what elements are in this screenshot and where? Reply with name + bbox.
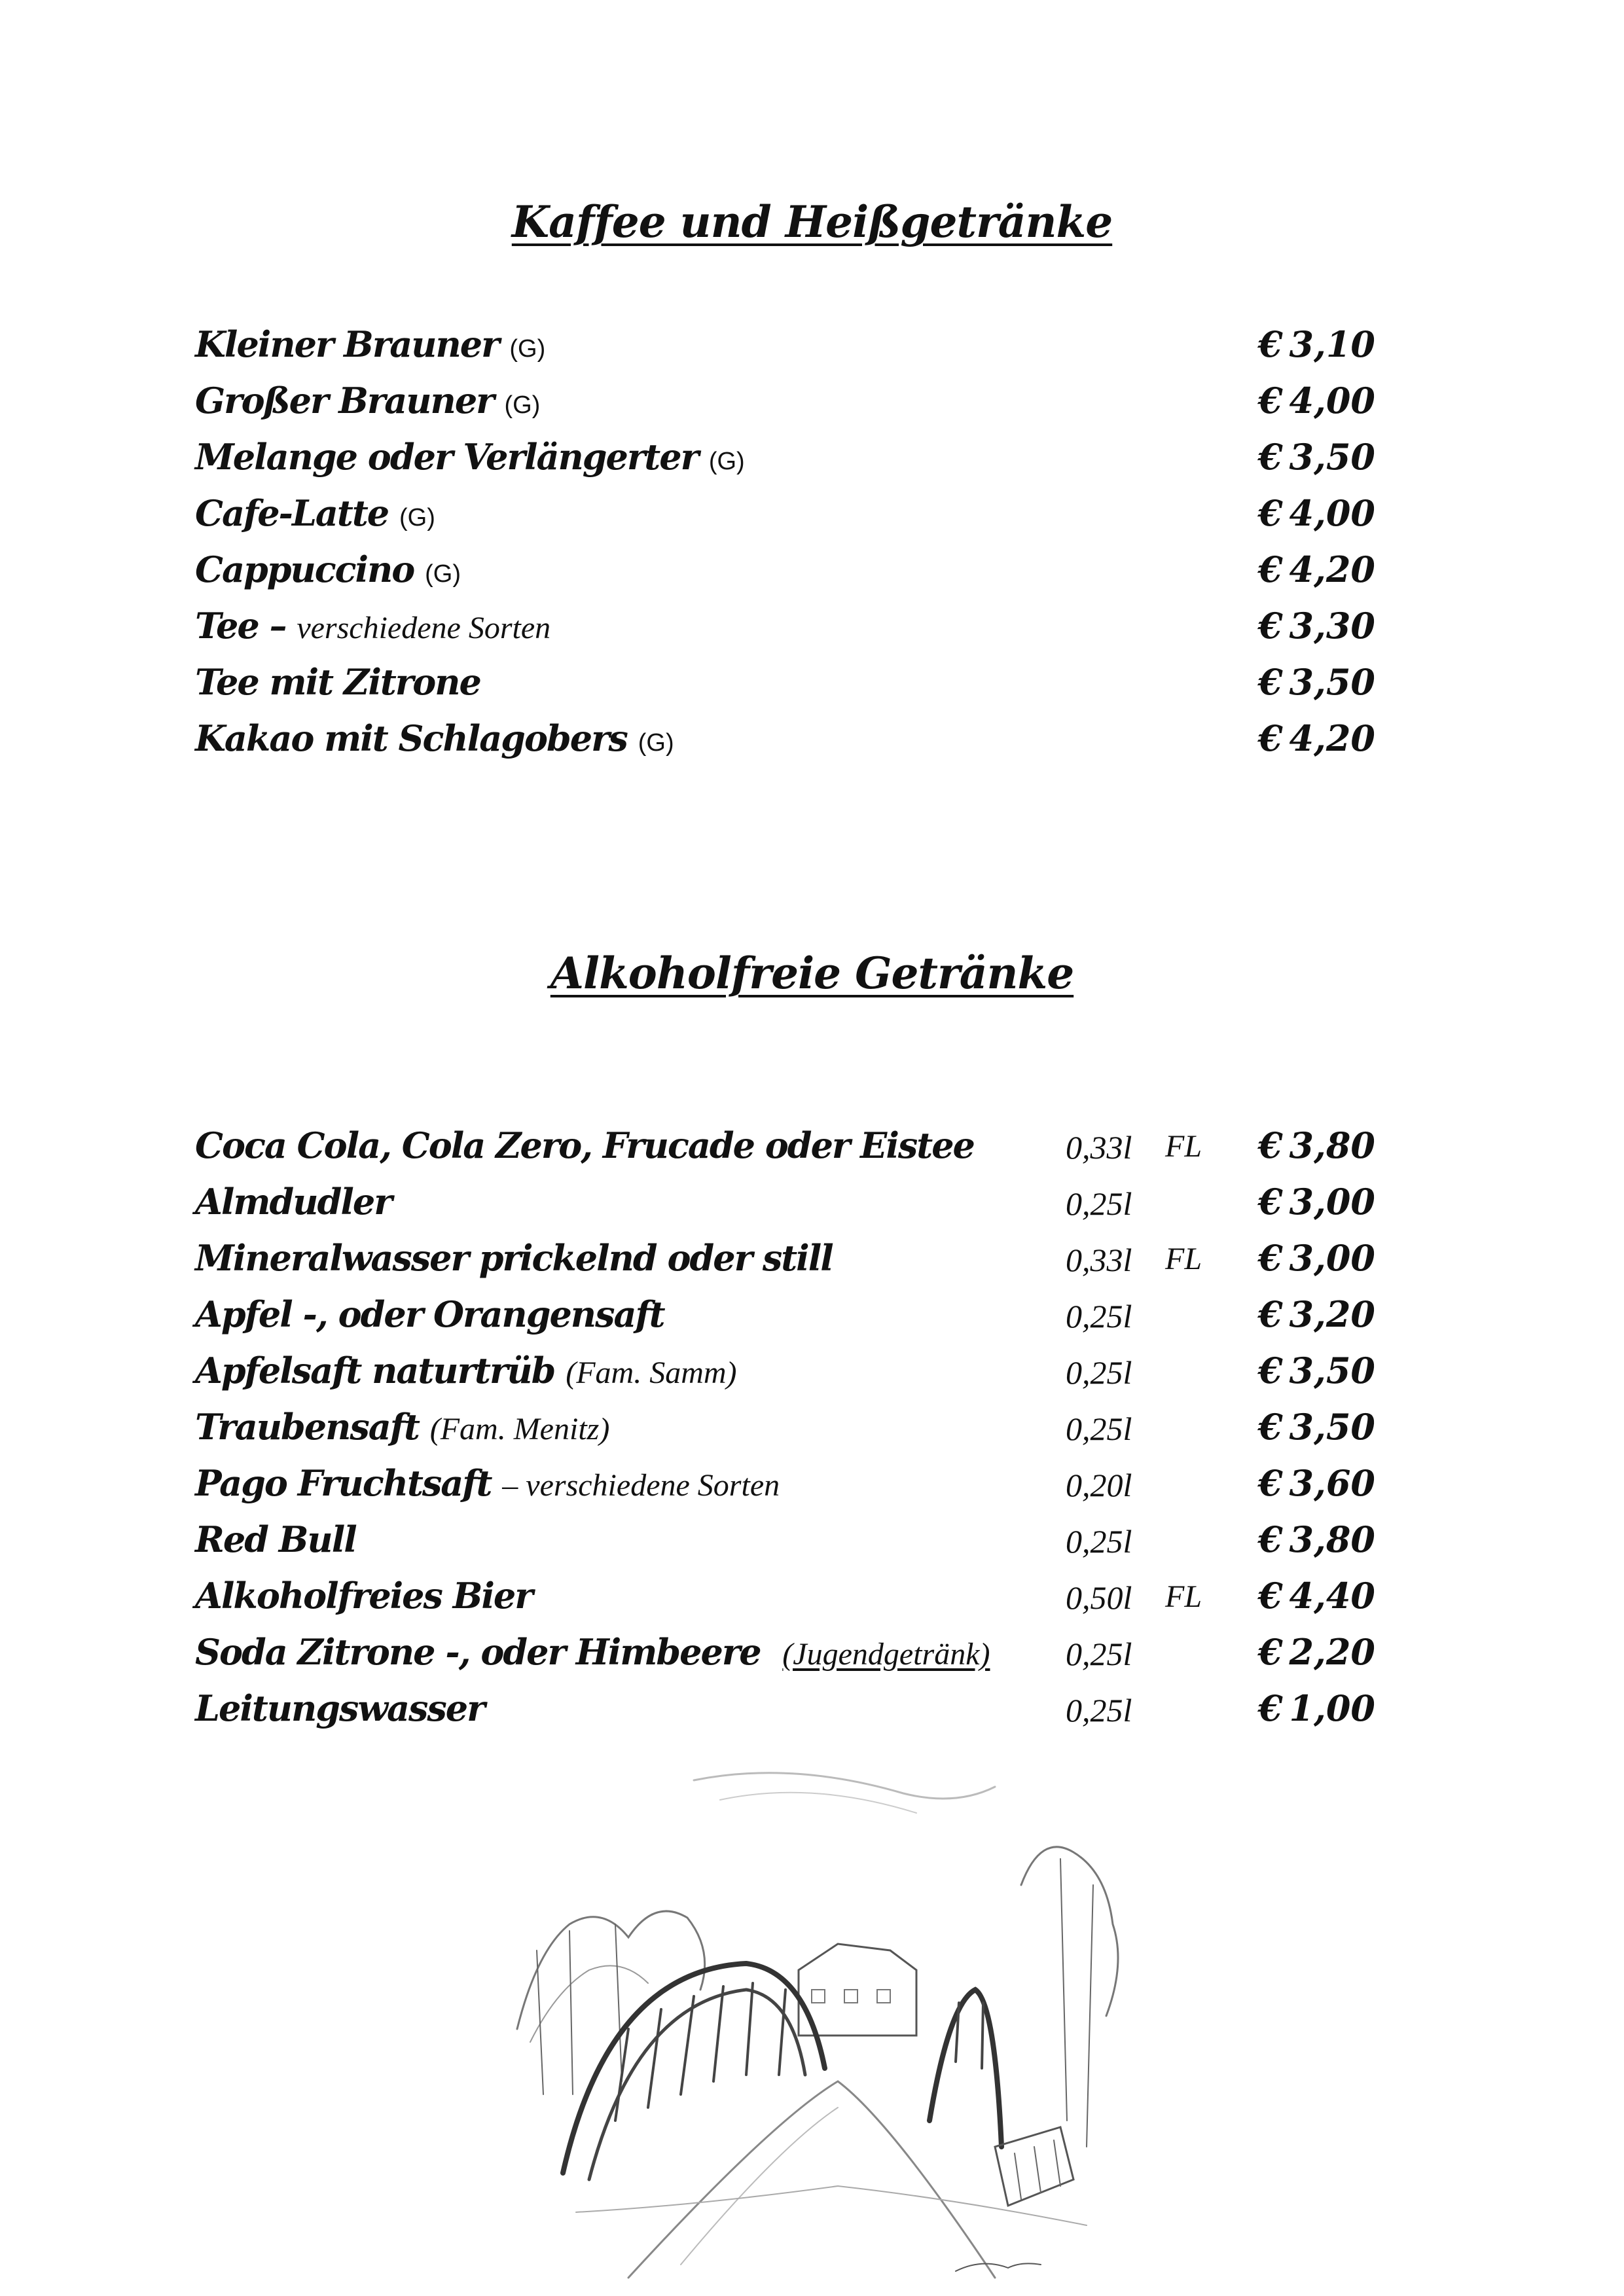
item-note: (Fam. Samm) [566, 1355, 737, 1390]
item-name: Cafe-Latte [195, 492, 389, 534]
item-note: (Fam. Menitz) [429, 1412, 610, 1446]
currency-symbol: € [1258, 1350, 1283, 1391]
item-name: Kleiner Brauner [195, 323, 499, 365]
menu-item [0, 1293, 1624, 1346]
menu-item [0, 492, 1624, 545]
menu-item [0, 1406, 1624, 1458]
menu-item [0, 1687, 1624, 1740]
menu-item [0, 323, 1624, 376]
item-price: 3,80 [1289, 1124, 1375, 1166]
item-name: Großer Brauner [195, 380, 494, 422]
item-price: 4,40 [1289, 1575, 1375, 1617]
currency-symbol: € [1258, 1575, 1283, 1617]
item-price: 3,80 [1289, 1518, 1375, 1560]
item-name: Apfel -, oder Orangensaft [195, 1293, 664, 1335]
menu-item [0, 1518, 1624, 1571]
item-tag: (G) [638, 729, 674, 757]
item-name: Apfelsaft naturtrüb [195, 1350, 555, 1391]
item-name: Pago Fruchtsaft [195, 1462, 492, 1504]
currency-symbol: € [1258, 1687, 1283, 1729]
item-name: Cappuccino [195, 548, 414, 590]
item-volume: 0,25l [1066, 1636, 1132, 1672]
currency-symbol: € [1258, 548, 1283, 590]
menu-item [0, 380, 1624, 432]
item-price: 2,20 [1289, 1631, 1375, 1673]
menu-item [0, 548, 1624, 601]
currency-symbol: € [1258, 1631, 1283, 1673]
item-tag: (G) [425, 560, 461, 588]
currency-symbol: € [1258, 1406, 1283, 1448]
item-tag: (G) [504, 391, 541, 419]
currency-symbol: € [1258, 1462, 1283, 1504]
item-price: 3,30 [1289, 605, 1375, 647]
item-name: Kakao mit Schlagobers [195, 717, 627, 759]
item-name: Alkoholfreies Bier [195, 1575, 532, 1617]
currency-symbol: € [1258, 380, 1283, 422]
item-name: Tee – [195, 605, 286, 647]
menu-item [0, 1124, 1624, 1177]
menu-item [0, 1575, 1624, 1627]
bridge-sketch-illustration [497, 1754, 1152, 2291]
currency-symbol: € [1258, 323, 1283, 365]
item-name: Almdudler [195, 1181, 391, 1223]
menu-item [0, 1350, 1624, 1402]
item-volume: 0,33l [1066, 1242, 1132, 1278]
currency-symbol: € [1258, 1237, 1283, 1279]
soft-drinks-heading: Alkoholfreie Getränke [550, 948, 1074, 999]
item-note: (Jugendgetränk) [782, 1637, 990, 1672]
item-note: – verschiedene Sorten [502, 1468, 780, 1503]
currency-symbol: € [1258, 492, 1283, 534]
currency-symbol: € [1258, 1518, 1283, 1560]
currency-symbol: € [1258, 717, 1283, 759]
hot-drinks-heading: Kaffee und Heißgetränke [511, 196, 1113, 247]
currency-symbol: € [1258, 1181, 1283, 1223]
item-volume: 0,25l [1066, 1410, 1132, 1447]
item-volume: 0,25l [1066, 1298, 1132, 1335]
item-price: 3,00 [1289, 1237, 1375, 1279]
menu-item [0, 717, 1624, 770]
item-price: 4,00 [1289, 492, 1375, 534]
menu-item [0, 1181, 1624, 1233]
bottle-flag: FL [1165, 1579, 1202, 1614]
item-price: 3,50 [1289, 1350, 1375, 1391]
item-price: 3,20 [1289, 1293, 1375, 1335]
currency-symbol: € [1258, 1293, 1283, 1335]
item-note: verschiedene Sorten [297, 611, 551, 645]
menu-item [0, 436, 1624, 488]
item-volume: 0,25l [1066, 1523, 1132, 1560]
currency-symbol: € [1258, 605, 1283, 647]
menu-item [0, 1462, 1624, 1515]
item-name: Red Bull [195, 1518, 356, 1560]
item-volume: 0,50l [1066, 1579, 1132, 1616]
item-tag: (G) [509, 335, 546, 363]
item-tag: (G) [399, 504, 435, 531]
item-price: 3,60 [1289, 1462, 1375, 1504]
item-name: Tee mit Zitrone [195, 661, 480, 703]
menu-item [0, 1631, 1624, 1683]
item-price: 1,00 [1289, 1687, 1375, 1729]
item-name: Soda Zitrone -, oder Himbeere [195, 1631, 761, 1673]
item-volume: 0,25l [1066, 1354, 1132, 1391]
menu-item [0, 661, 1624, 713]
bottle-flag: FL [1165, 1129, 1202, 1164]
item-price: 3,10 [1289, 323, 1375, 365]
item-name: Mineralwasser prickelnd oder still [195, 1237, 833, 1279]
item-price: 3,50 [1289, 1406, 1375, 1448]
item-name: Traubensaft [195, 1406, 419, 1448]
item-price: 3,00 [1289, 1181, 1375, 1223]
item-price: 4,00 [1289, 380, 1375, 422]
item-volume: 0,33l [1066, 1129, 1132, 1166]
bottle-flag: FL [1165, 1242, 1202, 1276]
currency-symbol: € [1258, 1124, 1283, 1166]
item-name: Melange oder Verlängerter [195, 436, 698, 478]
currency-symbol: € [1258, 436, 1283, 478]
item-price: 4,20 [1289, 717, 1375, 759]
menu-item [0, 1237, 1624, 1289]
item-volume: 0,25l [1066, 1692, 1132, 1729]
item-name: Coca Cola, Cola Zero, Frucade oder Eistee [195, 1124, 974, 1166]
item-price: 4,20 [1289, 548, 1375, 590]
menu-item [0, 605, 1624, 657]
item-price: 3,50 [1289, 436, 1375, 478]
item-name: Leitungswasser [195, 1687, 484, 1729]
item-price: 3,50 [1289, 661, 1375, 703]
currency-symbol: € [1258, 661, 1283, 703]
item-volume: 0,25l [1066, 1185, 1132, 1222]
item-tag: (G) [708, 448, 745, 475]
item-volume: 0,20l [1066, 1467, 1132, 1503]
